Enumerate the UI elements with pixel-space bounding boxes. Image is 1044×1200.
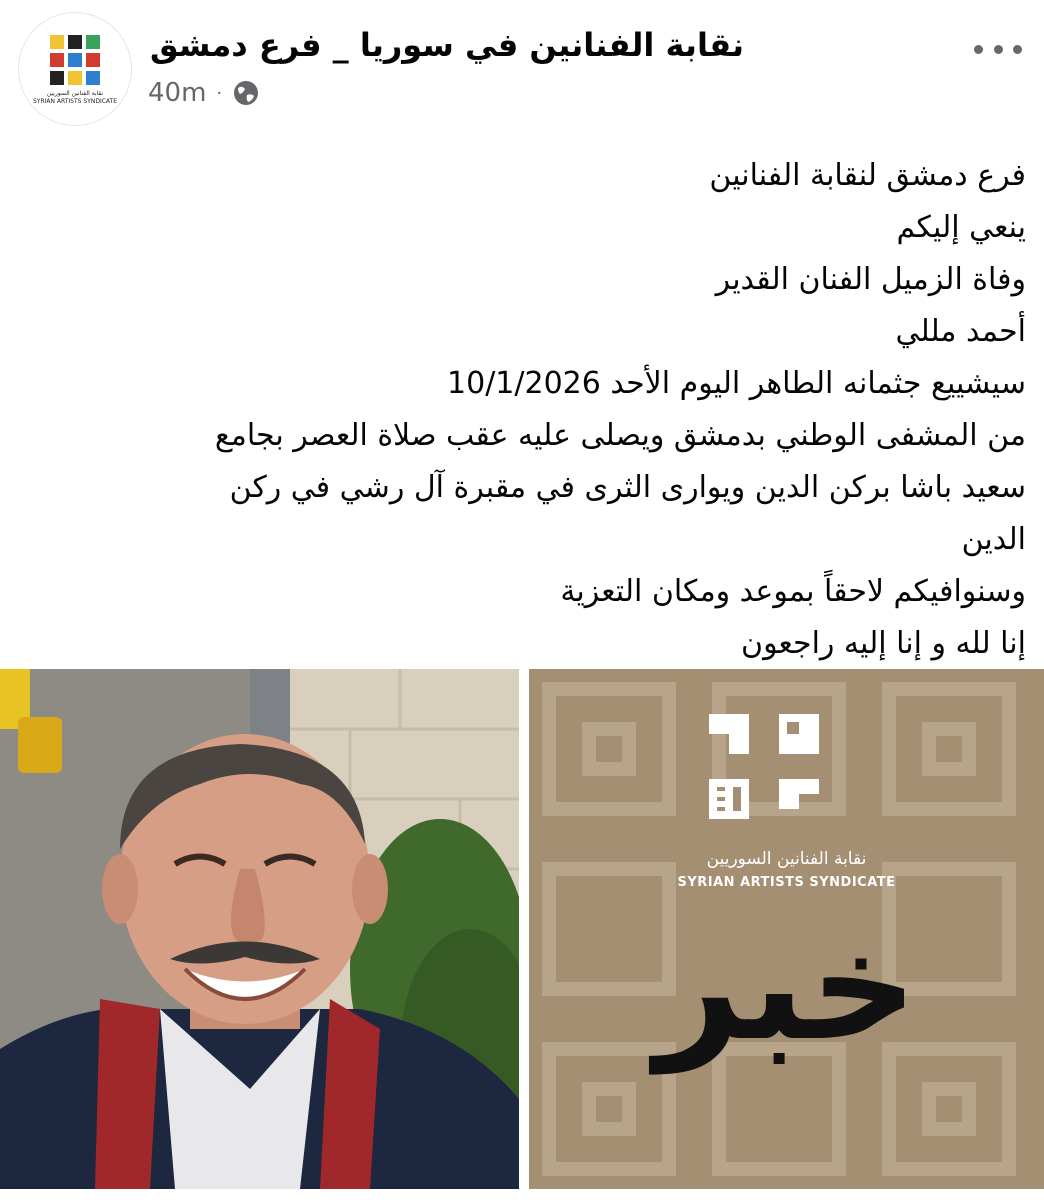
text-line: سيشييع جثمانه الطاهر اليوم الأحد 10/1/2026 [447, 366, 1026, 401]
meta-separator: · [216, 82, 223, 104]
syndicate-logo-icon [48, 33, 102, 87]
page-name-link[interactable]: نقابة الفنانين في سوريا _ فرع دمشق [150, 26, 744, 64]
post-time[interactable]: 40m [148, 78, 207, 108]
avatar-caption-ar: نقابة الفنانين السوريين [46, 89, 104, 97]
post-photo-news-card[interactable] [529, 669, 1044, 1189]
text-line: وفاة الزميل الفنان القدير [715, 262, 1026, 297]
more-dots-icon[interactable] [974, 34, 1022, 64]
dot [974, 45, 983, 54]
portrait-image [0, 669, 519, 1189]
text-line: أحمد مللي [895, 314, 1026, 349]
globe-icon [232, 79, 260, 107]
dot [994, 45, 1003, 54]
avatar-caption-en: SYRIAN ARTISTS SYNDICATE [32, 97, 117, 105]
post-photo-portrait[interactable] [0, 669, 519, 1189]
card-brand-ar: نقابة الفنانين السوريين [706, 849, 867, 869]
text-line: فرع دمشق لنقابة الفنانين [709, 158, 1026, 193]
text-line: الدين [961, 522, 1026, 557]
card-brand-en: SYRIAN ARTISTS SYNDICATE [677, 875, 896, 890]
post-header [0, 0, 1044, 140]
text-line: وسنوافيكم لاحقاً بموعد ومكان التعزية [560, 574, 1026, 609]
avatar-caption [33, 90, 117, 106]
text-line: إنا لله و إنا إليه راجعون [741, 626, 1026, 661]
card-headline: خبر [655, 900, 918, 1074]
post-body [16, 150, 1026, 670]
text-line: من المشفى الوطني بدمشق ويصلى عليه عقب صلاة العصر بجامع [214, 418, 1026, 453]
text-line: سعيد باشا بركن الدين ويوارى الثرى في مقبرة آل رشي في ركن [229, 470, 1026, 505]
text-line: ينعي إليكم [896, 210, 1026, 245]
page-avatar[interactable] [18, 12, 132, 126]
dot [1013, 45, 1022, 54]
post-meta [148, 78, 260, 108]
